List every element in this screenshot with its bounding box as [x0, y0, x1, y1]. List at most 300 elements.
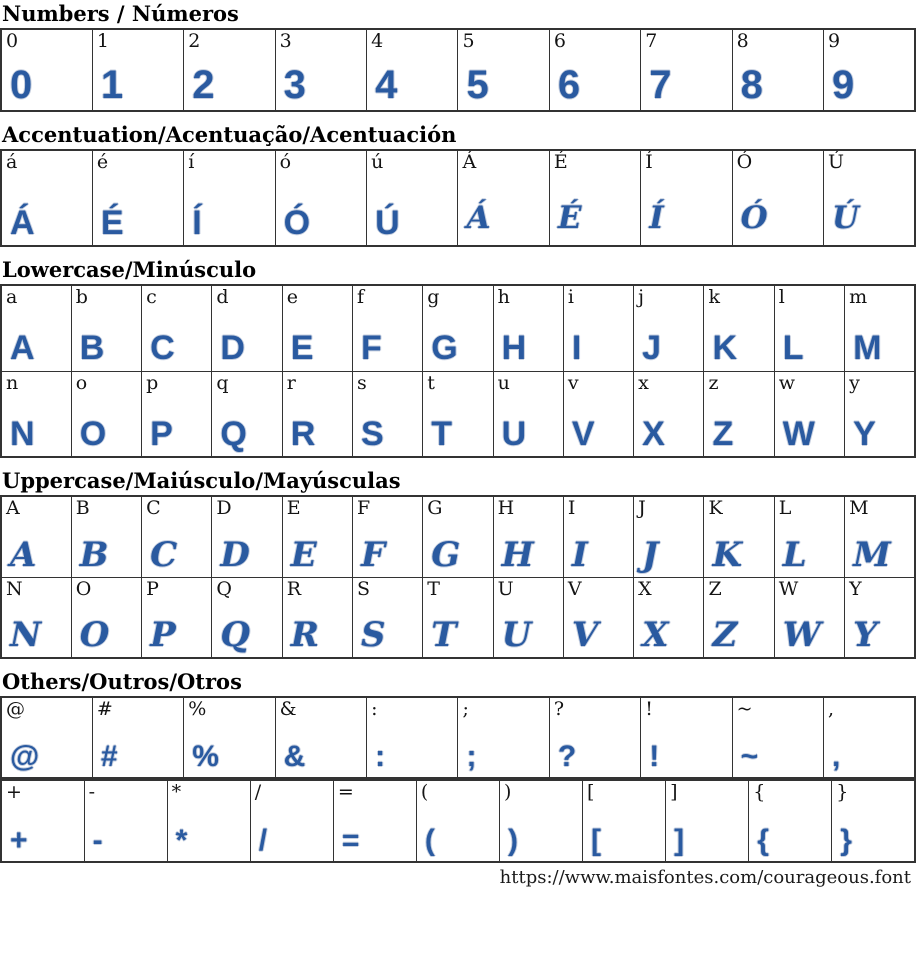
- char-glyph: N: [10, 414, 35, 453]
- char-glyph: Í: [192, 203, 202, 242]
- glyph-cell: [92, 29, 183, 111]
- glyph-cell-inner: [2, 578, 71, 658]
- char-glyph: Ó: [283, 203, 311, 242]
- glyph-cell: [416, 780, 499, 862]
- glyph-cell-inner: [704, 578, 773, 658]
- glyph-cell: [774, 496, 844, 577]
- char-label: 0: [6, 30, 19, 53]
- char-label: -: [88, 781, 95, 804]
- char-label: +: [6, 781, 22, 804]
- glyph-cell: [352, 577, 422, 658]
- glyph-cell-inner: [845, 578, 914, 658]
- char-label: E: [286, 497, 301, 520]
- char-label: ú: [371, 151, 384, 174]
- glyph-cell: [142, 285, 212, 371]
- char-label: Q: [216, 577, 232, 600]
- char-glyph: S: [360, 615, 386, 656]
- glyph-cell-inner: [367, 30, 457, 110]
- char-label: í: [188, 151, 195, 174]
- glyph-cell-inner: [142, 372, 211, 457]
- glyph-cell-inner: [142, 286, 211, 371]
- char-label: á: [6, 151, 18, 174]
- char-glyph: Z: [712, 615, 738, 656]
- glyph-cell: [493, 371, 563, 457]
- glyph-cell-inner: [704, 497, 773, 577]
- glyph-cell: [458, 150, 549, 246]
- char-label: (: [420, 781, 429, 804]
- glyph-cell: [824, 29, 915, 111]
- char-label: s: [356, 371, 367, 394]
- glyph-cell-inner: [184, 30, 274, 110]
- char-label: q: [216, 371, 229, 394]
- char-glyph: Ú: [832, 199, 860, 236]
- char-glyph: E: [290, 534, 317, 575]
- char-label: N: [6, 577, 23, 600]
- glyph-cell: [563, 285, 633, 371]
- char-glyph: #: [100, 739, 118, 773]
- glyph-cell-inner: [583, 781, 665, 861]
- char-label: }: [836, 781, 849, 804]
- glyph-table-others-0: [0, 696, 916, 779]
- glyph-cell-inner: [550, 151, 640, 245]
- glyph-cell: [563, 496, 633, 577]
- glyph-cell: [333, 780, 416, 862]
- char-glyph: V: [571, 414, 595, 453]
- glyph-cell: [184, 150, 275, 246]
- char-glyph: 8: [740, 63, 763, 108]
- glyph-cell: [71, 285, 141, 371]
- char-glyph: :: [375, 739, 386, 773]
- char-label: 5: [462, 30, 475, 53]
- glyph-cell: [634, 496, 704, 577]
- glyph-cell: [367, 697, 458, 778]
- glyph-cell-inner: [72, 578, 141, 658]
- glyph-cell-inner: [494, 286, 563, 371]
- char-label: M: [849, 497, 869, 520]
- glyph-cell-inner: [353, 578, 422, 658]
- glyph-cell: [352, 371, 422, 457]
- glyph-cell-inner: [832, 781, 914, 861]
- glyph-cell-inner: [634, 286, 703, 371]
- glyph-cell-inner: [85, 781, 167, 861]
- char-label: g: [427, 286, 440, 309]
- char-glyph: G: [431, 534, 461, 575]
- char-glyph: E: [290, 329, 314, 368]
- glyph-cell-inner: [733, 698, 823, 777]
- glyph-cell: [845, 496, 915, 577]
- glyph-cell: [732, 697, 823, 778]
- char-label: d: [216, 286, 229, 309]
- glyph-cell: [282, 496, 352, 577]
- char-glyph: 6: [557, 63, 581, 108]
- glyph-cell: [423, 285, 493, 371]
- glyph-cell: [282, 285, 352, 371]
- char-label: o: [75, 371, 88, 394]
- char-label: Y: [849, 577, 862, 600]
- glyph-cell: [732, 150, 823, 246]
- char-glyph: T: [431, 414, 453, 453]
- glyph-cell: [423, 496, 493, 577]
- char-glyph: ): [507, 823, 518, 857]
- char-glyph: Á: [466, 199, 491, 236]
- char-label: z: [708, 371, 719, 394]
- char-glyph: G: [431, 329, 458, 368]
- char-glyph: O: [79, 414, 107, 453]
- glyph-cell: [704, 371, 774, 457]
- char-label: Á: [462, 151, 477, 174]
- char-glyph: P: [150, 615, 176, 656]
- glyph-cell: [704, 285, 774, 371]
- char-glyph: C: [150, 329, 175, 368]
- char-glyph: Q: [220, 615, 251, 656]
- char-label: D: [216, 497, 232, 520]
- glyph-cell: [845, 285, 915, 371]
- glyph-cell-inner: [417, 781, 499, 861]
- char-label: ?: [553, 698, 565, 721]
- glyph-cell: [142, 371, 212, 457]
- table-row: [1, 285, 915, 371]
- glyph-cell-inner: [2, 497, 71, 577]
- table-row: [1, 496, 915, 577]
- glyph-cell: [167, 780, 250, 862]
- glyph-cell: [641, 150, 732, 246]
- glyph-cell: [845, 371, 915, 457]
- char-glyph: X: [642, 414, 665, 453]
- glyph-cell-inner: [367, 698, 457, 777]
- glyph-table-lowercase-0: [0, 284, 916, 458]
- glyph-cell-inner: [845, 372, 914, 457]
- char-glyph: D: [220, 534, 250, 575]
- glyph-cell-inner: [775, 286, 844, 371]
- char-glyph: V: [571, 615, 599, 656]
- char-glyph: ~: [740, 739, 759, 773]
- char-glyph: }: [840, 823, 852, 857]
- char-glyph: R: [290, 615, 319, 656]
- glyph-cell-inner: [500, 781, 582, 861]
- glyph-cell-inner: [704, 286, 773, 371]
- glyph-cell: [423, 371, 493, 457]
- table-row: [1, 697, 915, 778]
- char-label: ,: [828, 698, 835, 721]
- char-glyph: Á: [10, 203, 35, 242]
- char-label: R: [286, 577, 301, 600]
- char-label: x: [638, 371, 649, 394]
- char-label: w: [778, 371, 796, 394]
- glyph-cell-inner: [367, 151, 457, 245]
- glyph-cell: [282, 371, 352, 457]
- char-glyph: -: [92, 823, 103, 857]
- char-label: #: [96, 698, 113, 721]
- table-row: [1, 371, 915, 457]
- glyph-cell-inner: [72, 372, 141, 457]
- char-glyph: N: [10, 615, 42, 656]
- glyph-cell: [493, 577, 563, 658]
- char-glyph: L: [782, 329, 804, 368]
- glyph-cell: [282, 577, 352, 658]
- char-label: F: [356, 497, 371, 520]
- char-label: é: [96, 151, 109, 174]
- char-label: t: [427, 371, 435, 394]
- char-glyph: ;: [466, 739, 477, 773]
- glyph-cell: [666, 780, 749, 862]
- char-label: ): [503, 781, 512, 804]
- char-glyph: C: [150, 534, 178, 575]
- glyph-cell-inner: [168, 781, 250, 861]
- char-glyph: !: [649, 739, 660, 773]
- glyph-cell: [563, 577, 633, 658]
- glyph-cell: [84, 780, 167, 862]
- glyph-cell-inner: [93, 30, 183, 110]
- glyph-cell-inner: [212, 578, 281, 658]
- char-glyph: H: [501, 329, 527, 368]
- char-label: H: [497, 497, 515, 520]
- char-label: T: [427, 577, 440, 600]
- char-glyph: I: [571, 534, 588, 575]
- glyph-cell: [1, 577, 71, 658]
- char-glyph: =: [341, 823, 360, 857]
- glyph-cell-inner: [749, 781, 831, 861]
- glyph-cell-inner: [212, 497, 281, 577]
- section-title-others: Others/Outros/Otros: [2, 669, 242, 695]
- char-glyph: ?: [557, 739, 577, 773]
- char-label: Ó: [736, 151, 753, 174]
- glyph-cell: [142, 577, 212, 658]
- char-glyph: Ú: [375, 203, 400, 242]
- char-label: I: [567, 497, 576, 520]
- char-label: y: [849, 371, 860, 394]
- glyph-cell: [634, 285, 704, 371]
- glyph-cell: [184, 697, 275, 778]
- char-label: ;: [462, 698, 469, 721]
- char-glyph: B: [79, 329, 105, 368]
- char-glyph: Z: [712, 414, 734, 453]
- char-glyph: Y: [853, 414, 876, 453]
- glyph-cell-inner: [184, 151, 274, 245]
- char-label: b: [75, 286, 88, 309]
- char-glyph: U: [501, 414, 527, 453]
- char-glyph: S: [360, 414, 384, 453]
- char-glyph: (: [424, 823, 435, 857]
- char-label: c: [146, 286, 157, 309]
- char-label: U: [497, 577, 514, 600]
- char-label: S: [356, 577, 371, 600]
- char-label: l: [778, 286, 785, 309]
- char-label: P: [146, 577, 159, 600]
- char-glyph: +: [10, 823, 28, 857]
- char-glyph: *: [175, 823, 188, 857]
- char-glyph: 2: [192, 63, 215, 108]
- char-glyph: %: [192, 739, 219, 773]
- char-glyph: F: [360, 329, 382, 368]
- char-label: k: [708, 286, 720, 309]
- glyph-cell: [641, 29, 732, 111]
- char-glyph: J: [642, 329, 662, 368]
- glyph-cell: [352, 285, 422, 371]
- glyph-cell-inner: [494, 578, 563, 658]
- char-glyph: W: [782, 414, 815, 453]
- glyph-cell-inner: [212, 286, 281, 371]
- glyph-cell-inner: [276, 698, 366, 777]
- glyph-cell: [1, 285, 71, 371]
- glyph-cell: [774, 285, 844, 371]
- glyph-cell: [92, 697, 183, 778]
- glyph-cell-inner: [641, 30, 731, 110]
- char-glyph: 0: [10, 63, 33, 108]
- char-glyph: 3: [283, 63, 306, 108]
- glyph-cell-inner: [550, 30, 640, 110]
- glyph-cell-inner: [494, 372, 563, 457]
- char-glyph: A: [10, 329, 35, 368]
- glyph-cell-inner: [824, 698, 914, 777]
- glyph-cell: [1, 496, 71, 577]
- glyph-cell-inner: [845, 497, 914, 577]
- char-glyph: J: [642, 534, 659, 575]
- glyph-cell-inner: [353, 286, 422, 371]
- glyph-cell-inner: [334, 781, 416, 861]
- glyph-cell: [704, 577, 774, 658]
- glyph-cell: [142, 496, 212, 577]
- char-label: J: [638, 497, 646, 520]
- glyph-cell-inner: [550, 698, 640, 777]
- glyph-cell-inner: [212, 372, 281, 457]
- char-label: 4: [371, 30, 384, 53]
- char-glyph: D: [220, 329, 245, 368]
- char-label: W: [778, 577, 799, 600]
- glyph-cell-inner: [775, 497, 844, 577]
- glyph-cell-inner: [142, 497, 211, 577]
- char-glyph: É: [100, 203, 124, 242]
- glyph-table-others-1: [0, 779, 916, 863]
- glyph-cell-inner: [93, 698, 183, 777]
- char-glyph: H: [501, 534, 534, 575]
- glyph-cell: [824, 697, 915, 778]
- glyph-cell: [212, 577, 282, 658]
- char-label: @: [6, 698, 25, 721]
- glyph-cell: [704, 496, 774, 577]
- glyph-cell: [845, 577, 915, 658]
- glyph-cell-inner: [2, 151, 92, 245]
- char-label: {: [753, 781, 766, 804]
- glyph-cell-inner: [184, 698, 274, 777]
- char-glyph: 9: [832, 63, 855, 108]
- char-glyph: Ó: [740, 199, 768, 236]
- section-title-uppercase: Uppercase/Maiúsculo/Mayúsculas: [2, 468, 401, 494]
- char-label: 2: [188, 30, 201, 53]
- char-label: [: [587, 781, 595, 804]
- char-glyph: F: [360, 534, 386, 575]
- char-label: K: [708, 497, 723, 520]
- glyph-cell: [1, 29, 92, 111]
- char-label: =: [337, 781, 354, 804]
- char-glyph: P: [150, 414, 173, 453]
- glyph-cell: [458, 29, 549, 111]
- glyph-cell-inner: [93, 151, 183, 245]
- glyph-cell-inner: [458, 30, 548, 110]
- glyph-cell: [423, 577, 493, 658]
- glyph-cell-inner: [353, 497, 422, 577]
- char-glyph: K: [712, 329, 738, 368]
- char-label: j: [638, 286, 645, 309]
- glyph-cell-inner: [564, 372, 633, 457]
- glyph-cell: [832, 780, 915, 862]
- char-label: /: [254, 781, 262, 804]
- glyph-cell-inner: [775, 578, 844, 658]
- char-label: Z: [708, 577, 722, 600]
- glyph-cell-inner: [458, 151, 548, 245]
- glyph-cell-inner: [733, 30, 823, 110]
- glyph-cell: [92, 150, 183, 246]
- glyph-cell-inner: [634, 372, 703, 457]
- glyph-cell: [1, 150, 92, 246]
- char-glyph: 7: [649, 63, 672, 108]
- glyph-cell: [493, 496, 563, 577]
- glyph-cell: [352, 496, 422, 577]
- glyph-cell-inner: [666, 781, 748, 861]
- char-glyph: {: [757, 823, 769, 857]
- glyph-cell: [212, 496, 282, 577]
- char-label: É: [553, 151, 568, 174]
- char-glyph: K: [712, 534, 743, 575]
- glyph-cell-inner: [283, 372, 352, 457]
- glyph-cell: [367, 29, 458, 111]
- table-row: [1, 780, 915, 862]
- glyph-cell-inner: [423, 286, 492, 371]
- char-label: e: [286, 286, 298, 309]
- glyph-cell-inner: [564, 286, 633, 371]
- glyph-cell: [549, 697, 640, 778]
- glyph-cell: [634, 577, 704, 658]
- glyph-cell: [71, 496, 141, 577]
- glyph-cell: [184, 29, 275, 111]
- glyph-table-accentuation-0: [0, 149, 916, 247]
- glyph-cell-inner: [824, 151, 914, 245]
- char-label: ó: [279, 151, 292, 174]
- char-glyph: Í: [649, 199, 664, 236]
- table-row: [1, 577, 915, 658]
- char-glyph: X: [642, 615, 669, 656]
- char-glyph: 4: [375, 63, 398, 108]
- glyph-cell: [1, 697, 92, 778]
- char-label: 1: [96, 30, 109, 53]
- char-label: %: [188, 698, 207, 721]
- glyph-cell-inner: [845, 286, 914, 371]
- char-label: 9: [828, 30, 841, 53]
- table-row: [1, 150, 915, 246]
- char-glyph: L: [782, 534, 807, 575]
- table-row: [1, 29, 915, 111]
- char-label: ~: [736, 698, 753, 721]
- glyph-cell-inner: [423, 578, 492, 658]
- char-label: Í: [645, 151, 653, 174]
- glyph-cell-inner: [564, 497, 633, 577]
- glyph-cell: [493, 285, 563, 371]
- glyph-cell: [1, 780, 84, 862]
- char-label: a: [6, 286, 18, 309]
- char-glyph: T: [431, 615, 457, 656]
- char-label: r: [286, 371, 296, 394]
- char-glyph: W: [782, 615, 821, 656]
- glyph-cell: [634, 371, 704, 457]
- glyph-cell-inner: [494, 497, 563, 577]
- char-label: u: [497, 371, 510, 394]
- glyph-cell-inner: [276, 151, 366, 245]
- char-label: f: [356, 286, 365, 309]
- char-glyph: É: [557, 199, 582, 236]
- glyph-cell-inner: [2, 286, 71, 371]
- char-glyph: A: [10, 534, 37, 575]
- char-label: &: [279, 698, 297, 721]
- section-title-accentuation: Accentuation/Acentuação/Acentuación: [2, 122, 457, 148]
